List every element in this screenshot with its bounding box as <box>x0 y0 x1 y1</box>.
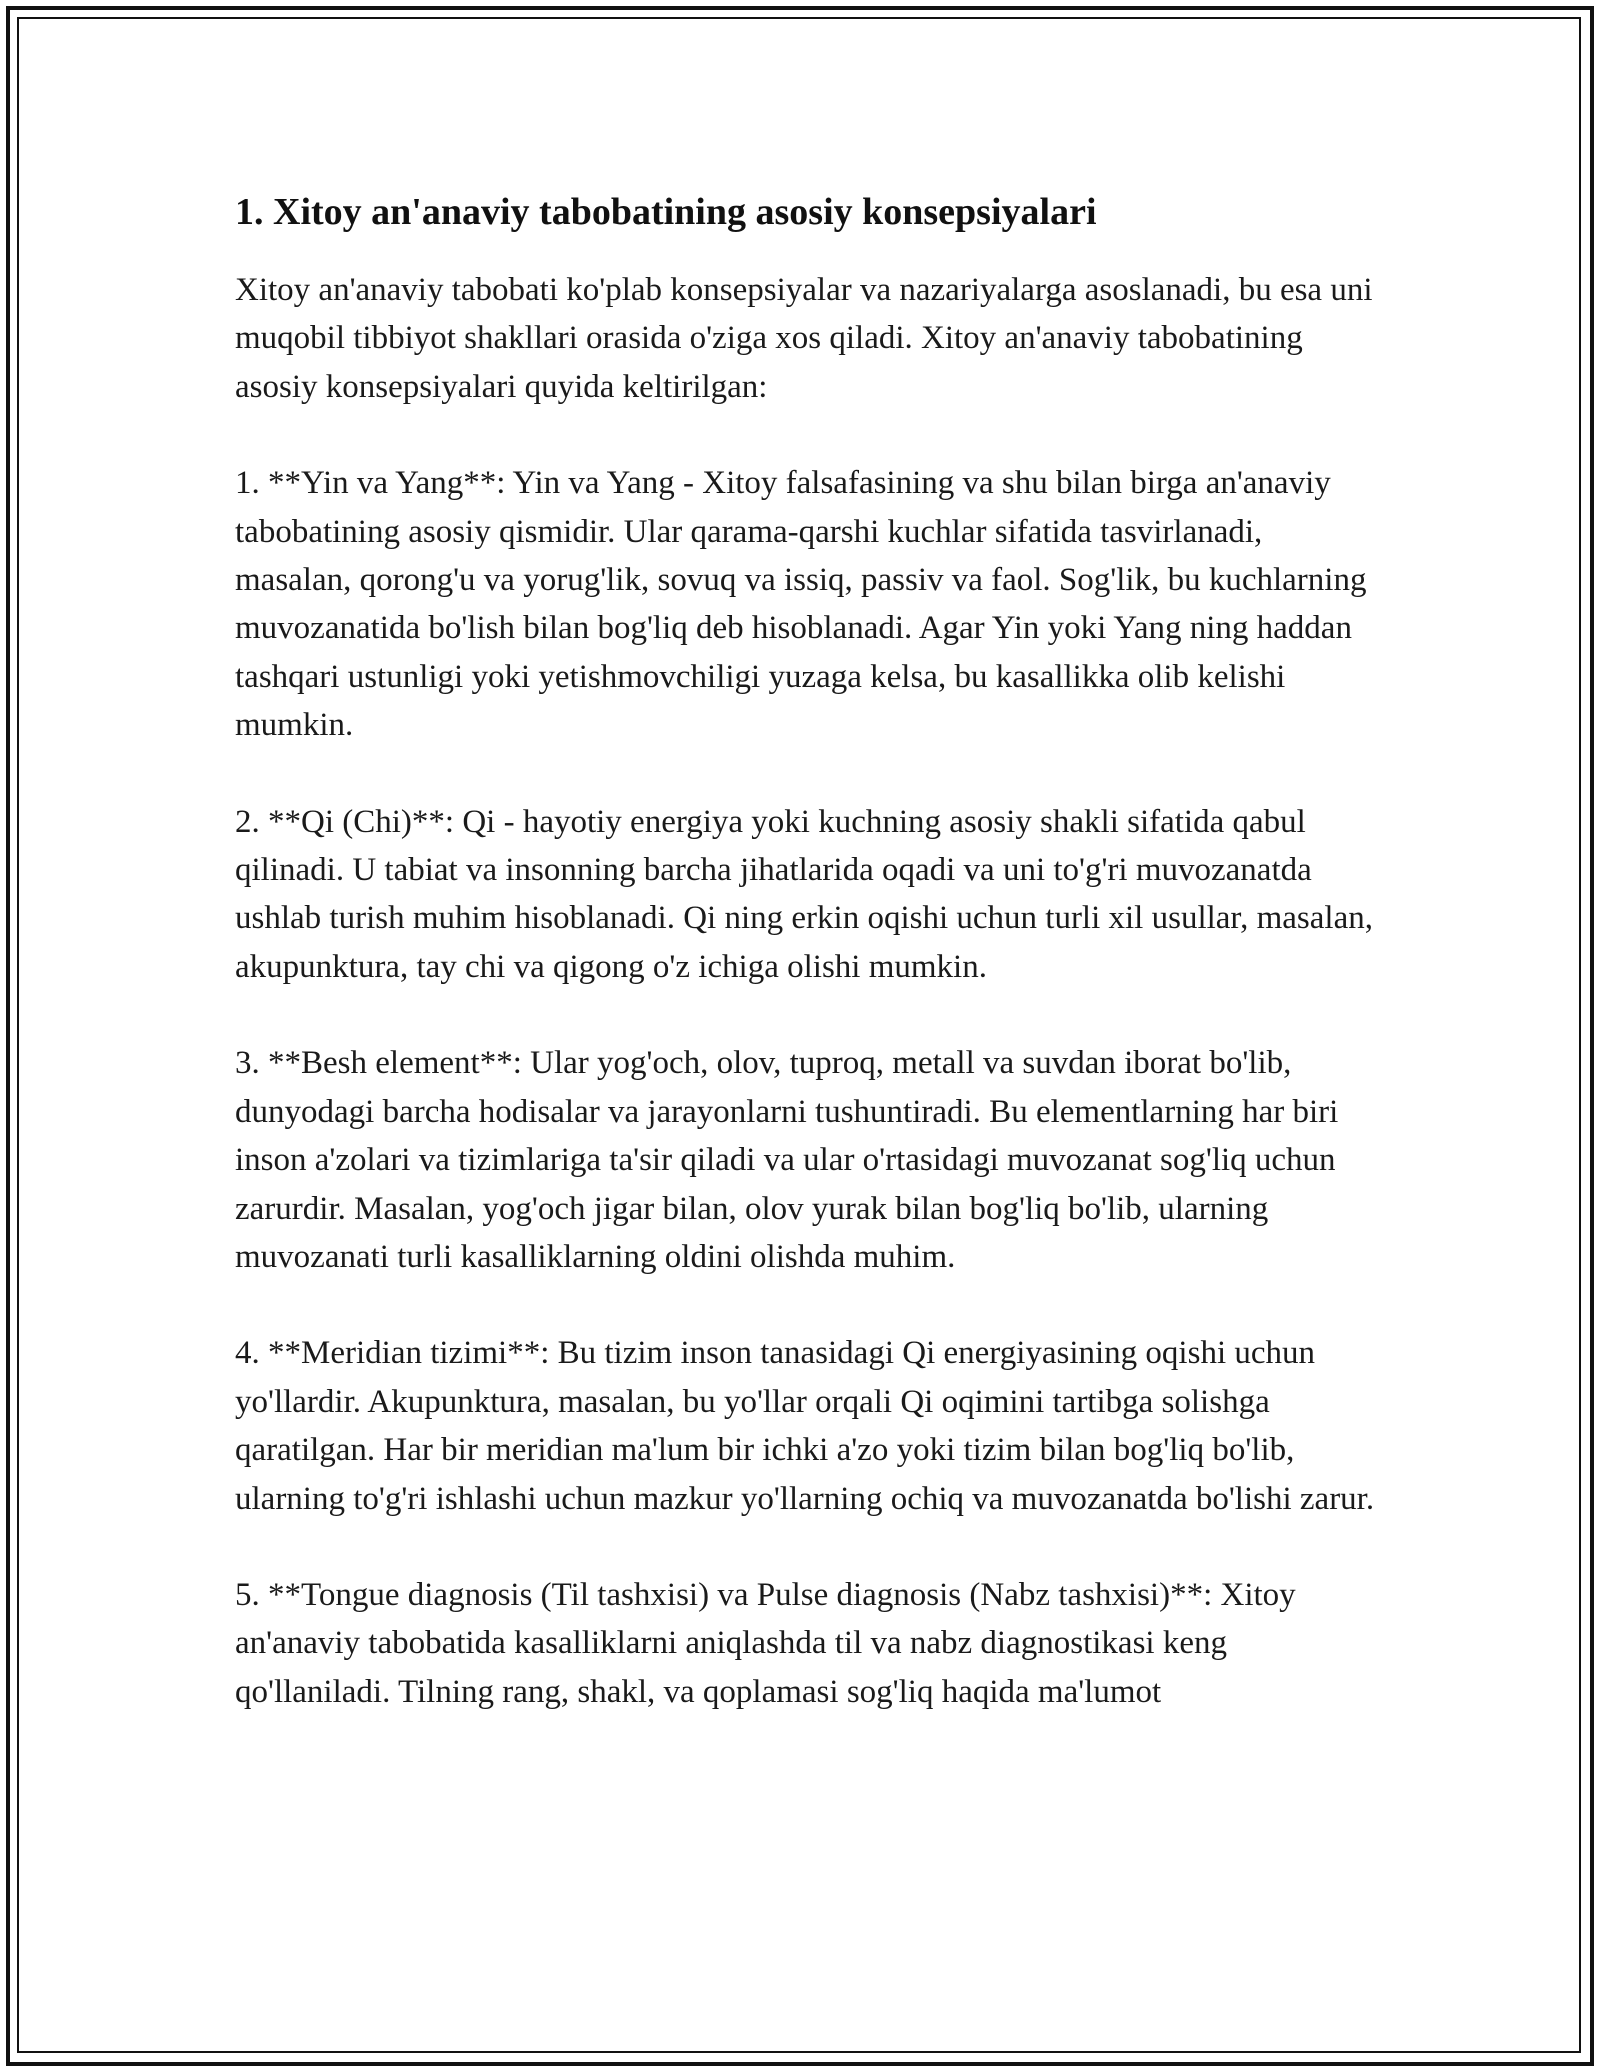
list-item-tongue-pulse-diagnosis: 5. **Tongue diagnosis (Til tashxisi) va Pulse diagnosis (Nabz tashxisi)**: Xitoy an'anaviy tabobatida kasalliklarni aniqlashda til va nabz diagnostikasi keng qo'llaniladi. Tilning rang, shakl, va qoplamasi sog'liq haqida ma'lumot <box>235 1576 1296 1710</box>
section-heading: 1. Xitoy an'anaviy tabobatining asosiy konsepsiyalari <box>235 191 1097 233</box>
list-item-meridian-system: 4. **Meridian tizimi**: Bu tizim inson tanasidagi Qi energiyasining oqishi uchun yo'llardir. Akupunktura, masalan, bu yo'llar orqali Qi oqimini tartibga solishga qaratilgan. Har bir meridian ma'lum bir ichki a'zo yoki tizim bilan bog'liq bo'lib, ularning to'g'ri ishlashi uchun mazkur yo'llarning ochiq va muvozanatda bo'lishi zarur. <box>235 1335 1375 1517</box>
intro-paragraph: Xitoy an'anaviy tabobati ko'plab konsepsiyalar va nazariyalarga asoslanadi, bu esa uni muqobil tibbiyot shakllari orasida o'ziga xos qiladi. Xitoy an'anaviy tabobatining asosiy konsepsiyalari quyida keltirilgan: <box>235 272 1373 405</box>
document-body <box>235 184 1375 1764</box>
list-item-yin-yang: 1. **Yin va Yang**: Yin va Yang - Xitoy falsafasining va shu bilan birga an'anaviy tabobatining asosiy qismidir. Ular qarama-qarshi kuchlar sifatida tasvirlanadi, masalan, qorong'u va yorug'lik, sovuq va issiq, passiv va faol. Sog'lik, bu kuchlarning muvozanatida bo'lish bilan bog'liq deb hisoblanadi. Agar Yin yoki Yang ning haddan tashqari ustunligi yoki yetishmovchiligi yuzaga kelsa, bu kasallikka olib kelishi mumkin. <box>235 465 1367 744</box>
list-item-qi: 2. **Qi (Chi)**: Qi - hayotiy energiya yoki kuchning asosiy shakli sifatida qabul qilinadi. U tabiat va insonning barcha jihatlarida oqadi va uni to'g'ri muvozanatda ushlab turish muhim hisoblanadi. Qi ning erkin oqishi uchun turli xil usullar, masalan, akupunktura, tay chi va qigong o'z ichiga olishi mumkin. <box>235 803 1373 985</box>
list-item-five-elements: 3. **Besh element**: Ular yog'och, olov, tuproq, metall va suvdan iborat bo'lib, dunyodagi barcha hodisalar va jarayonlarni tushuntiradi. Bu elementlarning har biri inson a'zolari va tizimlariga ta'sir qiladi va ular o'rtasidagi muvozanat sog'liq uchun zarurdir. Masalan, yog'och jigar bilan, olov yurak bilan bog'liq bo'lib, ularning muvozanati turli kasalliklarning oldini olishda muhim. <box>235 1045 1339 1275</box>
